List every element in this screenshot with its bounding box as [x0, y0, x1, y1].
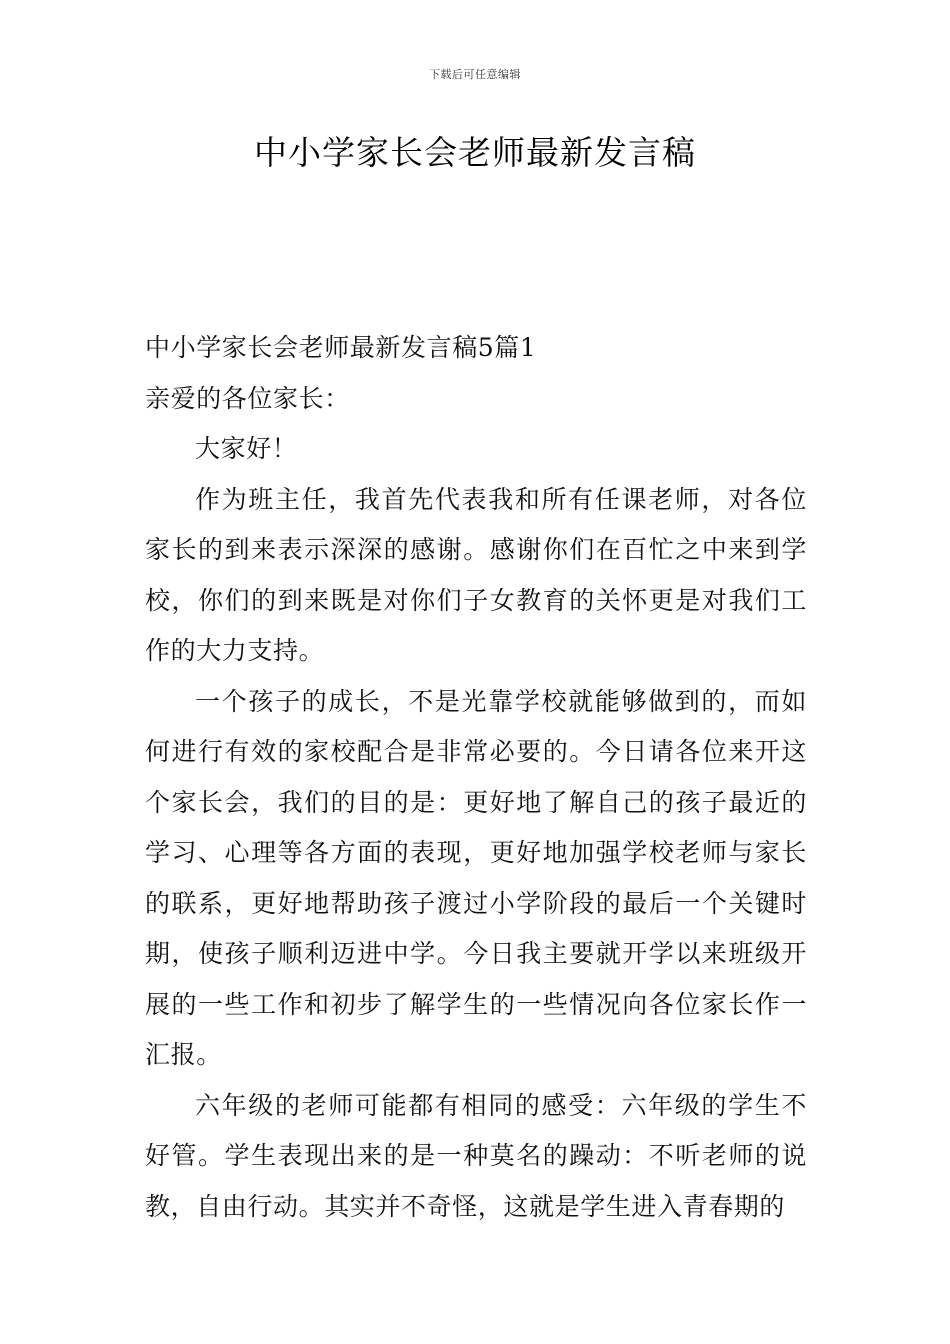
paragraph-thanks: 作为班主任，我首先代表我和所有任课老师，对各位家长的到来表示深深的感谢。感谢你们在百忙之中来到学校，你们的到来既是对你们子女教育的关怀更是对我们工作的大力支持。	[145, 484, 807, 665]
paragraph-purpose: 一个孩子的成长，不是光靠学校就能够做到的，而如何进行有效的家校配合是非常必要的。今日请各位来开这个家长会，我们的目的是：更好地了解自己的孩子最近的学习、心理等各方面的表现，更好地加强学校老师与家长的联系，更好地帮助孩子渡过小学阶段的最后一个关键时期，使孩子顺利迈进中学。今日我主要就开学以来班级开展的一些工作和初步了解学生的一些情况向各位家长作一汇报。	[145, 686, 807, 1069]
salutation: 亲爱的各位家长：	[145, 383, 350, 413]
paragraph-greeting: 大家好！	[195, 434, 298, 463]
section-subtitle: 中小学家长会老师最新发言稿5篇1	[145, 333, 537, 362]
document-title: 中小学家长会老师最新发言稿	[254, 133, 696, 172]
paragraph-grade-six: 六年级的老师可能都有相同的感受：六年级的学生不好管。学生表现出来的是一种莫名的躁动：不听老师的说教，自由行动。其实并不奇怪，这就是学生进入青春期的	[145, 1090, 807, 1221]
header-note: 下载后可任意编辑	[429, 68, 521, 81]
document-body	[145, 323, 807, 1232]
